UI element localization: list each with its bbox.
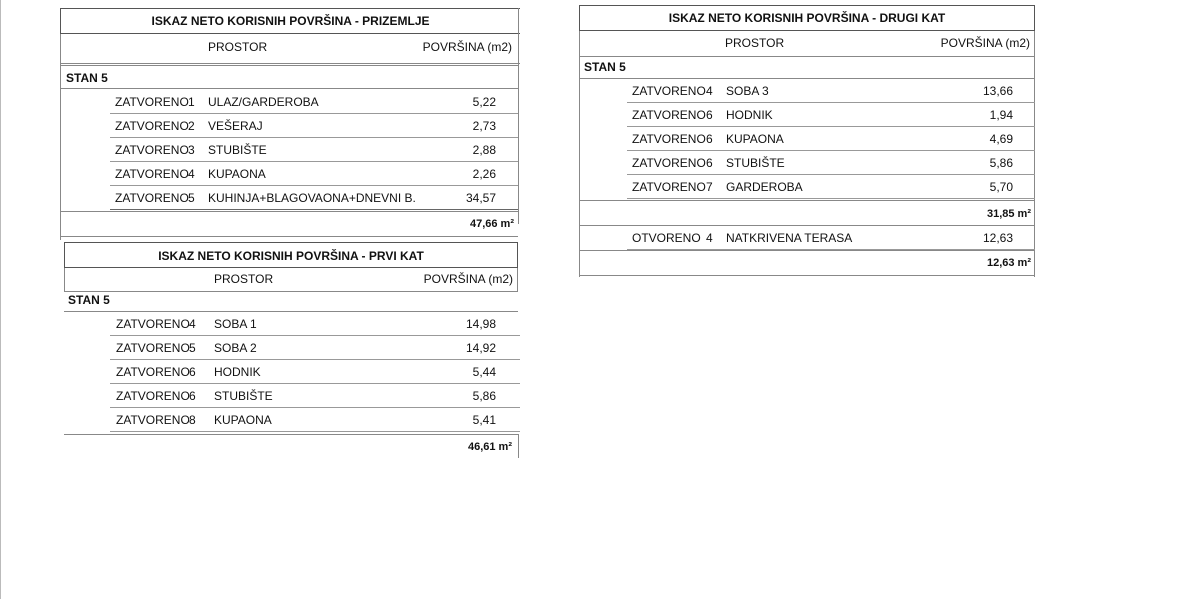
row-num: 3	[188, 143, 195, 157]
table-row	[110, 114, 518, 138]
table-right-border-lower	[518, 64, 519, 224]
row-num: 6	[189, 389, 196, 403]
stan-label: STAN 5	[66, 71, 108, 85]
table-row	[110, 90, 518, 114]
row-num: 6	[706, 108, 713, 122]
row-name: SOBA 2	[214, 341, 257, 355]
row-name: KUPAONA	[214, 413, 272, 427]
row-area: 5,70	[989, 180, 1013, 194]
row-name: VEŠERAJ	[208, 119, 263, 133]
row-area: 2,88	[472, 143, 496, 157]
row-area: 5,22	[472, 95, 496, 109]
stan-bottom-line	[60, 88, 518, 89]
row-status: ZATVORENO	[116, 389, 190, 403]
table-row	[627, 127, 1035, 151]
row-name: KUPAONA	[726, 132, 784, 146]
stan-label: STAN 5	[584, 60, 626, 74]
table-row	[110, 336, 520, 360]
table-row	[627, 103, 1035, 127]
row-status: ZATVORENO	[116, 413, 190, 427]
table-header	[579, 31, 1035, 57]
table-total: 31,85 m²	[986, 208, 1031, 220]
row-num: 4	[188, 167, 195, 181]
row-name: HODNIK	[726, 108, 773, 122]
table-row	[627, 175, 1035, 199]
table-drugi-kat	[579, 5, 1035, 277]
open-total-line	[579, 250, 1035, 251]
row-num: 4	[189, 317, 196, 331]
row-name: SOBA 1	[214, 317, 257, 331]
table-prizemlje	[60, 8, 520, 240]
table-total: 47,66 m²	[469, 218, 514, 230]
table-header	[60, 34, 520, 64]
total-bottom-line	[60, 236, 518, 237]
row-num: 8	[189, 413, 196, 427]
row-num: 1	[188, 95, 195, 109]
row-name: NATKRIVENA TERASA	[726, 231, 853, 245]
table-left-border	[579, 57, 580, 277]
row-num: 7	[706, 180, 713, 194]
table-row	[627, 79, 1035, 103]
row-area: 1,94	[989, 108, 1013, 122]
row-area: 4,69	[989, 132, 1013, 146]
col-prostor: PROSTOR	[208, 40, 268, 54]
col-povrsina: POVRŠINA (m2)	[423, 272, 513, 286]
row-name: KUHINJA+BLAGOVAONA+DNEVNI B.	[208, 191, 416, 205]
row-name: ULAZ/GARDEROBA	[208, 95, 319, 109]
col-povrsina: POVRŠINA (m2)	[940, 36, 1030, 50]
col-povrsina: POVRŠINA (m2)	[422, 40, 512, 54]
row-status: ZATVORENO	[116, 365, 190, 379]
row-num: 4	[706, 231, 713, 245]
row-area: 2,26	[472, 167, 496, 181]
table-row	[110, 408, 520, 432]
table-row	[110, 138, 518, 162]
row-status: ZATVORENO	[632, 132, 706, 146]
table-row	[627, 151, 1035, 175]
table-title: ISKAZ NETO KORISNIH POVRŠINA - PRIZEMLJE	[60, 8, 520, 34]
row-name: HODNIK	[214, 365, 261, 379]
table-title: ISKAZ NETO KORISNIH POVRŠINA - DRUGI KAT	[579, 5, 1035, 31]
row-num: 2	[188, 119, 195, 133]
row-name: KUPAONA	[208, 167, 266, 181]
row-status: ZATVORENO	[632, 156, 706, 170]
row-num: 5	[189, 341, 196, 355]
row-name: SOBA 3	[726, 84, 769, 98]
row-status: ZATVORENO	[116, 317, 190, 331]
row-num: 6	[189, 365, 196, 379]
col-prostor: PROSTOR	[725, 36, 785, 50]
row-area: 12,63	[982, 231, 1013, 245]
row-area: 5,86	[472, 389, 496, 403]
row-area: 5,86	[989, 156, 1013, 170]
row-status: ZATVORENO	[632, 108, 706, 122]
table-title: ISKAZ NETO KORISNIH POVRŠINA - PRVI KAT	[64, 242, 518, 268]
row-num: 6	[706, 132, 713, 146]
row-status: ZATVORENO	[115, 191, 189, 205]
row-status: ZATVORENO	[632, 84, 706, 98]
table-header	[64, 268, 518, 292]
table-row	[110, 186, 518, 210]
total-line	[64, 434, 518, 435]
total-line	[579, 200, 1035, 201]
row-name: STUBIŠTE	[726, 156, 785, 170]
table-prvi-kat	[64, 242, 520, 460]
row-status: ZATVORENO	[115, 119, 189, 133]
stan-label: STAN 5	[68, 293, 110, 307]
page-edge-line	[0, 0, 1, 599]
table-row	[110, 384, 520, 408]
row-area: 14,92	[465, 341, 496, 355]
col-prostor: PROSTOR	[214, 272, 274, 286]
row-area: 5,41	[472, 413, 496, 427]
open-total-bottom-line	[579, 275, 1035, 276]
row-num: 4	[706, 84, 713, 98]
table-row	[110, 360, 520, 384]
row-num: 5	[188, 191, 195, 205]
row-name: GARDEROBA	[726, 180, 803, 194]
open-total: 12,63 m²	[986, 257, 1031, 269]
table-left-border	[60, 64, 61, 240]
row-status: ZATVORENO	[116, 341, 190, 355]
row-area: 13,66	[982, 84, 1013, 98]
row-num: 6	[706, 156, 713, 170]
total-line	[60, 211, 518, 212]
table-row	[627, 226, 1035, 250]
stan-top-line	[60, 65, 518, 66]
row-area: 2,73	[472, 119, 496, 133]
table-row	[110, 312, 520, 336]
table-row	[110, 162, 518, 186]
row-name: STUBIŠTE	[208, 143, 267, 157]
row-area: 34,57	[465, 191, 496, 205]
row-area: 5,44	[472, 365, 496, 379]
row-status: ZATVORENO	[115, 95, 189, 109]
row-status: ZATVORENO	[115, 167, 189, 181]
table-right-border	[518, 434, 519, 458]
row-area: 14,98	[465, 317, 496, 331]
row-name: STUBIŠTE	[214, 389, 273, 403]
row-status: ZATVORENO	[632, 180, 706, 194]
row-status: OTVORENO	[632, 231, 701, 245]
row-status: ZATVORENO	[115, 143, 189, 157]
table-total: 46,61 m²	[467, 441, 512, 453]
